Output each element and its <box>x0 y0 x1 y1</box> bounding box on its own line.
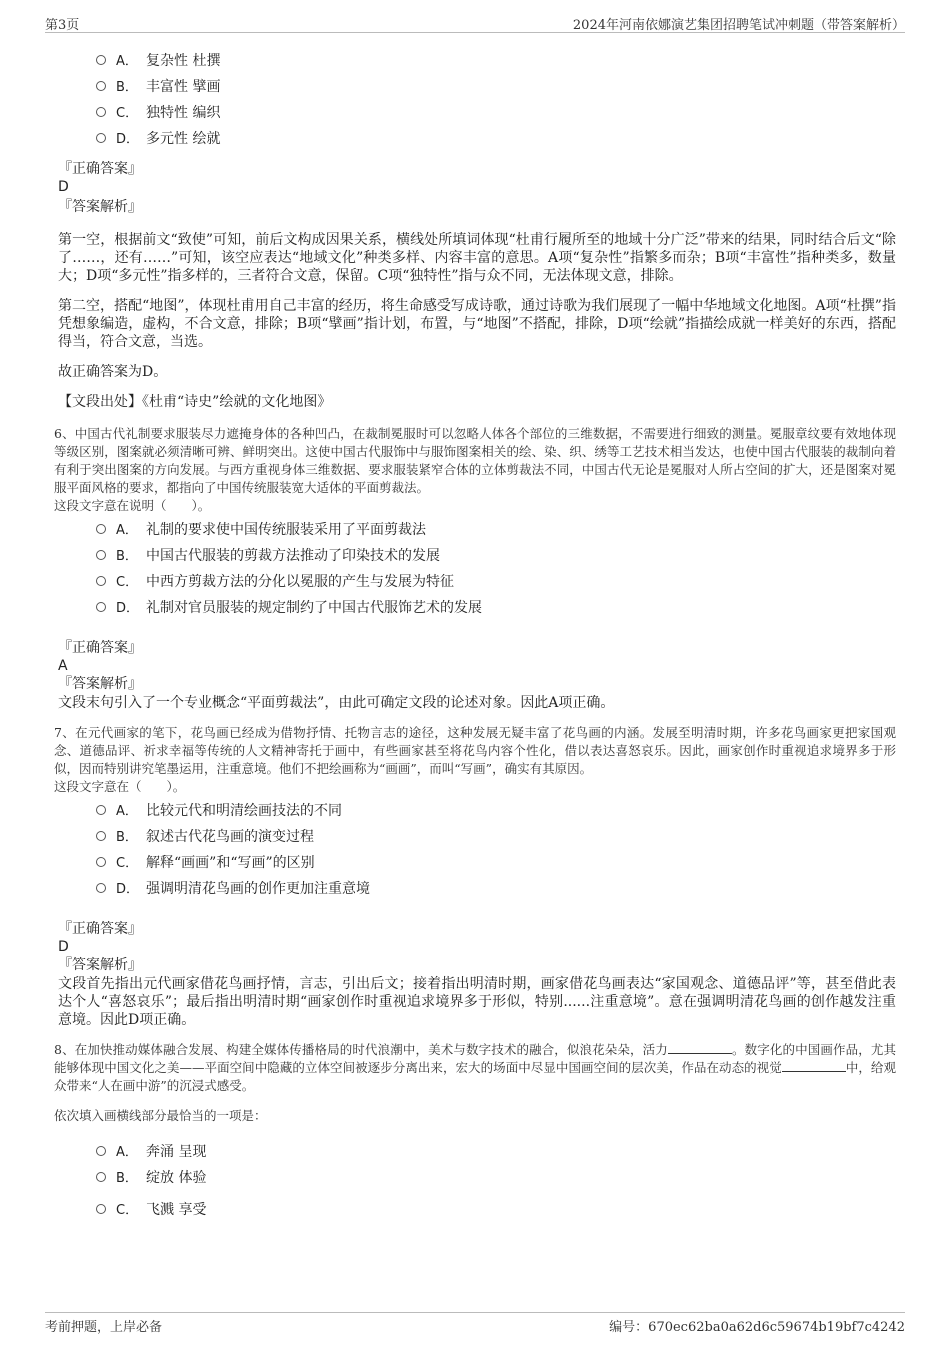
answer-label: 『正确答案』 <box>58 640 142 656</box>
radio-icon[interactable] <box>96 831 106 841</box>
question-6-text: 6、中国古代礼制要求服装尽力遮掩身体的各种凹凸，在裁制冕服时可以忽略人体各个部位的三维数据，不需要进行细致的测量。冕服章纹要有效地体现等级区别，图案就必须清晰可辨、鲜明突出。这使中国古代服饰中与服饰图案相关的绘、染、织、绣等工艺技术相当发达，也使中国古代服装的裁制向着有利于突出图案的方向发展。与西方重视身体三维数据、要求服装紧窄合体的立体剪裁法不同，中国古代无论是冕服对人所占空间的扩大，还是图案对冕服平面风格的要求，都指向了中国传统服装宽大适体的平面剪裁法。 <box>54 426 896 495</box>
analysis-label: 『答案解析』 <box>58 676 142 692</box>
page-header <box>45 14 905 33</box>
radio-icon[interactable] <box>96 550 106 560</box>
answer-label: 『正确答案』 <box>58 161 142 177</box>
analysis-label: 『答案解析』 <box>58 199 142 215</box>
q7-option-c[interactable]: C． 解释“画画”和“写画”的区别 <box>96 850 896 876</box>
question-7-prompt: 这段文字意在（ ）。 <box>54 779 186 794</box>
q6-option-b[interactable]: B． 中国古代服装的剪裁方法推动了印染技术的发展 <box>96 543 896 569</box>
source-citation: 【文段出处】《杜甫“诗史”绘就的文化地图》 <box>58 394 332 410</box>
question-6-prompt: 这段文字意在说明（ ）。 <box>54 498 211 513</box>
correct-answer: D <box>58 179 69 195</box>
document-title: 2024年河南依娜演艺集团招聘笔试冲刺题（带答案解析） <box>572 18 905 33</box>
q8-option-a[interactable]: A． 奔涌 呈现 <box>96 1139 896 1165</box>
radio-icon[interactable] <box>96 133 106 143</box>
correct-answer: D <box>58 939 69 955</box>
answer-label: 『正确答案』 <box>58 921 142 937</box>
document-id: 编号：670ec62ba0a62d6c59674b19bf7c4242 <box>609 1320 905 1335</box>
footer-slogan: 考前押题，上岸必备 <box>45 1320 163 1335</box>
q5-options <box>58 48 896 152</box>
question-8-prompt: 依次填入画横线部分最恰当的一项是： <box>54 1108 267 1123</box>
radio-icon[interactable] <box>96 883 106 893</box>
q8-option-b[interactable]: B． 绽放 体验 <box>96 1165 896 1191</box>
radio-icon[interactable] <box>96 1146 106 1156</box>
analysis-paragraph: 文段首先指出元代画家借花鸟画抒情，言志，引出后文；接着指出明清时期，画家借花鸟画表达“家国观念、道德品评”等，甚至借此表达个人“喜怒哀乐”；最后指出明清时期“画家创作时重视追求境界多于形似，特别......注重意境”。意在强调明清花鸟画的创作越发注重意境。因此D项正确。 <box>58 976 896 1028</box>
q7-option-b[interactable]: B． 叙述古代花鸟画的演变过程 <box>96 824 896 850</box>
q6-options <box>58 517 896 621</box>
radio-icon[interactable] <box>96 857 106 867</box>
radio-icon[interactable] <box>96 602 106 612</box>
fill-blank[interactable] <box>668 1041 732 1054</box>
radio-icon[interactable] <box>96 55 106 65</box>
correct-answer: A <box>58 658 68 674</box>
q6-option-c[interactable]: C． 中西方剪裁方法的分化以冕服的产生与发展为特征 <box>96 569 896 595</box>
q7-options <box>58 798 896 902</box>
q5-option-c[interactable]: C． 独特性 编织 <box>96 100 896 126</box>
radio-icon[interactable] <box>96 576 106 586</box>
q5-option-b[interactable]: B． 丰富性 擘画 <box>96 74 896 100</box>
radio-icon[interactable] <box>96 81 106 91</box>
radio-icon[interactable] <box>96 1172 106 1182</box>
q5-option-d[interactable]: D． 多元性 绘就 <box>96 126 896 152</box>
page-footer <box>45 1312 905 1336</box>
analysis-paragraph: 第二空，搭配“地图”，体现杜甫用自己丰富的经历，将生命感受写成诗歌，通过诗歌为我们展现了一幅中华地域文化地图。A项“杜撰”指凭想象编造，虚构，不合文意，排除；B项“擘画”指计划，布置，与“地图”不搭配，排除，D项“绘就”指描绘成就一样美好的东西，搭配得当，符合文意，当选。 <box>58 298 896 350</box>
radio-icon[interactable] <box>96 107 106 117</box>
question-8-text: 8、在加快推动媒体融合发展、构建全媒体传播格局的时代浪潮中，美术与数字技术的融合，似浪花朵朵，活力 。数字化的中国画作品，尤其能够体现中国文化之美——平面空间中隐藏的立体空间被逐步分离出来，宏大的场面中尽显中国画空间的层次美，作品在动态的视觉 中，给观众带来“人在画中游”的沉浸式感受。 <box>54 1042 896 1093</box>
q5-option-a[interactable]: A． 复杂性 杜撰 <box>96 48 896 74</box>
radio-icon[interactable] <box>96 1204 106 1214</box>
q6-option-d[interactable]: D． 礼制对官员服装的规定制约了中国古代服饰艺术的发展 <box>96 595 896 621</box>
q8-options <box>58 1139 896 1223</box>
document-body <box>54 48 896 1223</box>
q7-option-d[interactable]: D． 强调明清花鸟画的创作更加注重意境 <box>96 876 896 902</box>
analysis-conclusion: 故正确答案为D。 <box>58 364 168 380</box>
q6-option-a[interactable]: A． 礼制的要求使中国传统服装采用了平面剪裁法 <box>96 517 896 543</box>
radio-icon[interactable] <box>96 805 106 815</box>
analysis-paragraph: 文段末句引入了一个专业概念“平面剪裁法”，由此可确定文段的论述对象。因此A项正确。 <box>58 695 615 711</box>
q8-option-c[interactable]: C． 飞溅 享受 <box>96 1197 896 1223</box>
analysis-label: 『答案解析』 <box>58 957 142 973</box>
q7-option-a[interactable]: A． 比较元代和明清绘画技法的不同 <box>96 798 896 824</box>
radio-icon[interactable] <box>96 524 106 534</box>
fill-blank[interactable] <box>782 1059 846 1072</box>
question-7-text: 7、在元代画家的笔下，花鸟画已经成为借物抒情、托物言志的途径，这种发展无疑丰富了花鸟画的内涵。发展至明清时期，许多花鸟画家更把家国观念、道德品评、祈求幸福等传统的人文精神寄托于画中，有些画家甚至将花鸟内容个性化，借以表达喜怒哀乐。因此，画家创作时重视追求境界多于形似，因而特别讲究笔墨运用，注重意境。他们不把绘画称为“画画”，而叫“写画”，确实有其原因。 <box>54 725 896 776</box>
page-number: 第3页 <box>45 18 80 33</box>
analysis-paragraph: 第一空，根据前文“致使”可知，前后文构成因果关系，横线处所填词体现“杜甫行履所至的地域十分广泛”带来的结果，同时结合后文“除了……，还有……”可知，该空应表达“地域文化”种类多样、内容丰富的意思。A项“复杂性”指繁多而杂；B项“丰富性”指种类多，数量大；D项“多元性”指多样的，三者符合文意，保留。C项“独特性”指与众不同，无法体现文意，排除。 <box>58 232 896 284</box>
